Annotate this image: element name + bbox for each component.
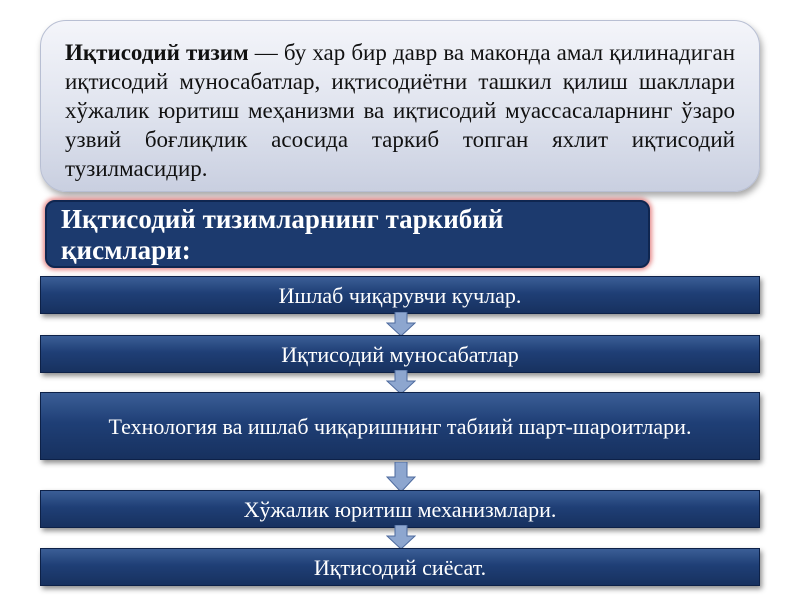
definition-text: — бу хар бир давр ва маконда амал қилинадиган иқтисодий муносабатлар, иқтисодиётни ташкил қилиш шакллари хўжалик юритиш меҳанизми ва иқтисодий муассасаларнинг ўзаро узвий боғлиқлик асосида таркиб топган яхлит иқтисодий тузилмасидир. xyxy=(65,40,735,181)
component-box-productive-forces xyxy=(40,276,760,314)
section-header: Иқтисодий тизимларнинг таркибий қисмлари: xyxy=(45,200,650,268)
down-arrow-icon xyxy=(386,370,416,394)
definition-term: Иқтисодий тизим xyxy=(65,40,249,65)
component-box-management-mechanisms xyxy=(40,490,760,528)
component-box-economic-policy xyxy=(40,548,760,586)
component-label: Иқтисодий сиёсат. xyxy=(313,554,487,580)
component-label: Технология ва ишлаб чиқаришнинг табиий шарт-шароитлари. xyxy=(108,413,692,439)
down-arrow-icon xyxy=(386,525,416,549)
definition-box xyxy=(40,20,760,192)
component-box-technology-conditions xyxy=(40,392,760,460)
component-label: Ишлаб чиқарувчи кучлар. xyxy=(278,282,522,308)
component-label: Иқтисодий муносабатлар xyxy=(281,341,519,367)
down-arrow-icon xyxy=(386,462,416,492)
down-arrow-icon xyxy=(386,312,416,336)
component-box-economic-relations xyxy=(40,335,760,373)
component-label: Хўжалик юритиш механизмлари. xyxy=(243,496,557,522)
